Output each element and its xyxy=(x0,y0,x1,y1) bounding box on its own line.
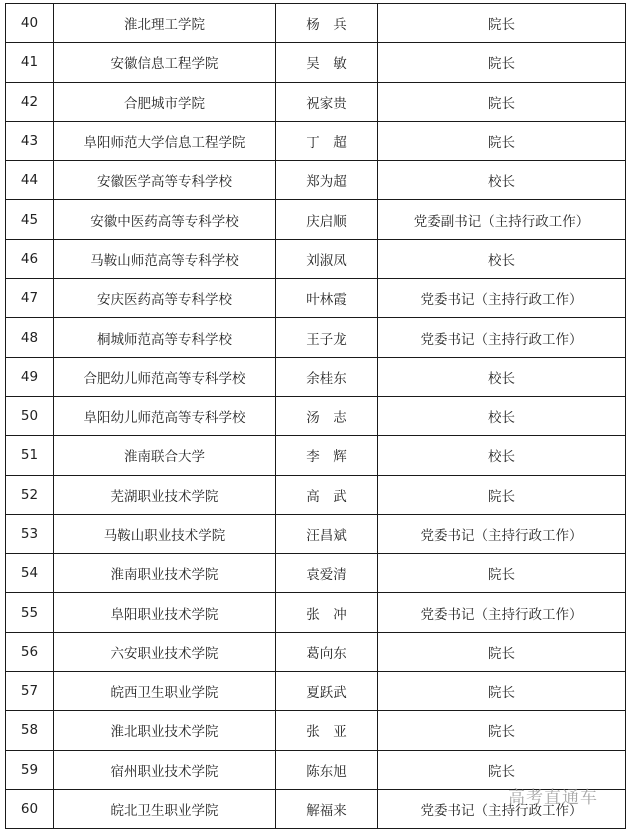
position-title-cell: 院长 xyxy=(378,121,626,160)
position-title-cell: 校长 xyxy=(378,357,626,396)
school-name-cell: 合肥城市学院 xyxy=(54,82,276,121)
row-number-cell: 45 xyxy=(6,200,54,239)
person-name-cell: 葛向东 xyxy=(276,632,378,671)
school-name-cell: 芜湖职业技术学院 xyxy=(54,475,276,514)
row-number-cell: 46 xyxy=(6,239,54,278)
row-number-cell: 50 xyxy=(6,396,54,435)
row-number-cell: 42 xyxy=(6,82,54,121)
row-number-cell: 48 xyxy=(6,318,54,357)
school-name-cell: 合肥幼儿师范高等专科学校 xyxy=(54,357,276,396)
appointment-table xyxy=(5,3,626,829)
person-name-cell: 刘淑凤 xyxy=(276,239,378,278)
table-row xyxy=(6,239,626,278)
table-row xyxy=(6,514,626,553)
school-name-cell: 宿州职业技术学院 xyxy=(54,750,276,789)
row-number-cell: 40 xyxy=(6,4,54,43)
position-title-cell: 院长 xyxy=(378,711,626,750)
table-row xyxy=(6,672,626,711)
position-title-cell: 党委书记（主持行政工作） xyxy=(378,789,626,828)
row-number-cell: 58 xyxy=(6,711,54,750)
position-title-cell: 校长 xyxy=(378,239,626,278)
school-name-cell: 皖西卫生职业学院 xyxy=(54,672,276,711)
school-name-cell: 淮北职业技术学院 xyxy=(54,711,276,750)
school-name-cell: 阜阳幼儿师范高等专科学校 xyxy=(54,396,276,435)
position-title-cell: 党委书记（主持行政工作） xyxy=(378,279,626,318)
person-name-cell: 叶林霞 xyxy=(276,279,378,318)
person-name-cell: 陈东旭 xyxy=(276,750,378,789)
table-row xyxy=(6,200,626,239)
table-row xyxy=(6,357,626,396)
school-name-cell: 淮南职业技术学院 xyxy=(54,554,276,593)
row-number-cell: 52 xyxy=(6,475,54,514)
position-title-cell: 党委书记（主持行政工作） xyxy=(378,318,626,357)
school-name-cell: 安徽中医药高等专科学校 xyxy=(54,200,276,239)
table-row xyxy=(6,4,626,43)
person-name-cell: 汤 志 xyxy=(276,396,378,435)
school-name-cell: 阜阳职业技术学院 xyxy=(54,593,276,632)
school-name-cell: 安徽医学高等专科学校 xyxy=(54,161,276,200)
person-name-cell: 汪昌斌 xyxy=(276,514,378,553)
school-name-cell: 安徽信息工程学院 xyxy=(54,43,276,82)
person-name-cell: 张 亚 xyxy=(276,711,378,750)
school-name-cell: 桐城师范高等专科学校 xyxy=(54,318,276,357)
person-name-cell: 李 辉 xyxy=(276,436,378,475)
person-name-cell: 吴 敏 xyxy=(276,43,378,82)
position-title-cell: 院长 xyxy=(378,750,626,789)
position-title-cell: 院长 xyxy=(378,672,626,711)
person-name-cell: 袁爱清 xyxy=(276,554,378,593)
position-title-cell: 校长 xyxy=(378,436,626,475)
school-name-cell: 六安职业技术学院 xyxy=(54,632,276,671)
table-row xyxy=(6,789,626,828)
row-number-cell: 54 xyxy=(6,554,54,593)
school-name-cell: 淮北理工学院 xyxy=(54,4,276,43)
person-name-cell: 丁 超 xyxy=(276,121,378,160)
person-name-cell: 庆启顺 xyxy=(276,200,378,239)
position-title-cell: 院长 xyxy=(378,475,626,514)
position-title-cell: 院长 xyxy=(378,4,626,43)
row-number-cell: 59 xyxy=(6,750,54,789)
table-row xyxy=(6,554,626,593)
position-title-cell: 校长 xyxy=(378,161,626,200)
person-name-cell: 张 冲 xyxy=(276,593,378,632)
row-number-cell: 47 xyxy=(6,279,54,318)
table-row xyxy=(6,436,626,475)
position-title-cell: 院长 xyxy=(378,82,626,121)
person-name-cell: 高 武 xyxy=(276,475,378,514)
school-name-cell: 皖北卫生职业学院 xyxy=(54,789,276,828)
row-number-cell: 41 xyxy=(6,43,54,82)
position-title-cell: 院长 xyxy=(378,43,626,82)
table-row xyxy=(6,161,626,200)
row-number-cell: 43 xyxy=(6,121,54,160)
school-name-cell: 阜阳师范大学信息工程学院 xyxy=(54,121,276,160)
position-title-cell: 院长 xyxy=(378,554,626,593)
position-title-cell: 党委书记（主持行政工作） xyxy=(378,593,626,632)
person-name-cell: 余桂东 xyxy=(276,357,378,396)
school-name-cell: 安庆医药高等专科学校 xyxy=(54,279,276,318)
table-row xyxy=(6,43,626,82)
row-number-cell: 55 xyxy=(6,593,54,632)
table-row xyxy=(6,632,626,671)
table-row xyxy=(6,318,626,357)
row-number-cell: 60 xyxy=(6,789,54,828)
watermark-text: 高考直通车 xyxy=(508,788,598,808)
row-number-cell: 56 xyxy=(6,632,54,671)
person-name-cell: 郑为超 xyxy=(276,161,378,200)
position-title-cell: 校长 xyxy=(378,396,626,435)
table-row xyxy=(6,593,626,632)
person-name-cell: 祝家贵 xyxy=(276,82,378,121)
person-name-cell: 王子龙 xyxy=(276,318,378,357)
table-row xyxy=(6,750,626,789)
school-name-cell: 淮南联合大学 xyxy=(54,436,276,475)
row-number-cell: 53 xyxy=(6,514,54,553)
person-name-cell: 解福来 xyxy=(276,789,378,828)
table-row xyxy=(6,279,626,318)
person-name-cell: 杨 兵 xyxy=(276,4,378,43)
table-row xyxy=(6,82,626,121)
school-name-cell: 马鞍山师范高等专科学校 xyxy=(54,239,276,278)
position-title-cell: 党委副书记（主持行政工作） xyxy=(378,200,626,239)
row-number-cell: 44 xyxy=(6,161,54,200)
row-number-cell: 57 xyxy=(6,672,54,711)
position-title-cell: 党委书记（主持行政工作） xyxy=(378,514,626,553)
row-number-cell: 49 xyxy=(6,357,54,396)
person-name-cell: 夏跃武 xyxy=(276,672,378,711)
table-row xyxy=(6,396,626,435)
row-number-cell: 51 xyxy=(6,436,54,475)
position-title-cell: 院长 xyxy=(378,632,626,671)
school-name-cell: 马鞍山职业技术学院 xyxy=(54,514,276,553)
table-row xyxy=(6,475,626,514)
table-row xyxy=(6,121,626,160)
table-row xyxy=(6,711,626,750)
